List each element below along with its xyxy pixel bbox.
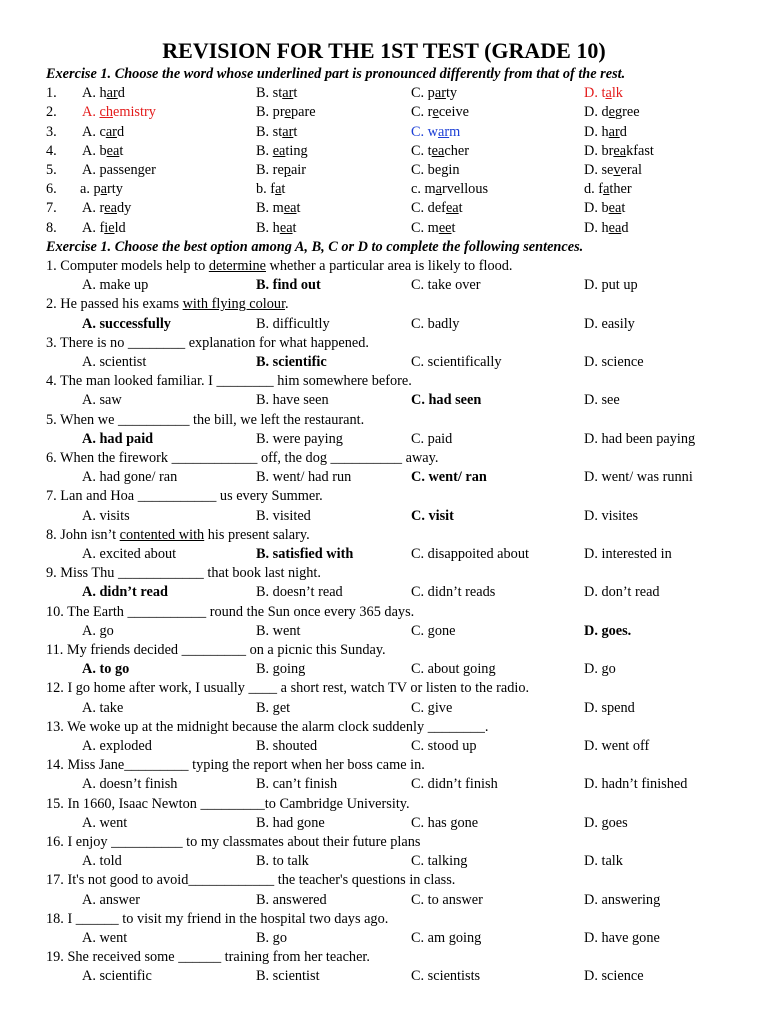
option-a: A. hard: [82, 85, 125, 102]
option-b: B. eating: [256, 142, 308, 159]
question-text: 4. The man looked familiar. I ________ him somewhere before.: [46, 373, 412, 390]
question-options: [0, 967, 768, 986]
option-a: A. went: [82, 930, 128, 946]
question-stem: [0, 334, 768, 353]
option-b: B. went: [256, 622, 301, 639]
option-c: C. meet: [411, 219, 456, 236]
option-c-answer: C. visit: [411, 507, 454, 524]
option-a: A. went: [82, 814, 128, 831]
question-options: [0, 699, 768, 718]
option-d: D. easily: [584, 315, 635, 332]
option-a: A. saw: [82, 392, 122, 409]
option-d: D. see: [584, 392, 620, 409]
pronunciation-item: [0, 142, 768, 161]
option-c: C. receive: [411, 104, 469, 121]
option-a: A. make up: [82, 277, 149, 294]
question-stem: [0, 487, 768, 506]
question-stem: [0, 526, 768, 545]
option-a: A. scientific: [82, 968, 152, 985]
option-a: A. exploded: [82, 738, 152, 754]
item-number: 4.: [46, 142, 57, 159]
question-text: 18. I ______ to visit my friend in the hospital two days ago.: [46, 910, 389, 927]
option-d: D. visites: [584, 507, 639, 524]
pronunciation-item: [0, 161, 768, 180]
option-d: D. go: [584, 661, 616, 678]
option-a: A. ready: [82, 200, 132, 217]
option-c: C. teacher: [411, 142, 469, 159]
option-d: D. put up: [584, 277, 638, 294]
option-b: B. scientist: [256, 968, 320, 985]
option-b: B. start: [256, 123, 298, 140]
option-d: D. science: [584, 354, 644, 370]
option-c: C. paid: [411, 430, 453, 447]
option-b: B. going: [256, 661, 306, 678]
question-options: [0, 775, 768, 794]
pronunciation-item: [0, 103, 768, 122]
option-b: B. repair: [256, 162, 307, 178]
option-d: D. science: [584, 968, 644, 985]
question-stem: [0, 603, 768, 622]
option-b: B. were paying: [256, 430, 343, 447]
option-a-answer: A. successfully: [82, 315, 171, 332]
option-c: c. marvellous: [411, 181, 489, 198]
exercise-heading: [0, 65, 768, 84]
option-d: D. head: [584, 219, 629, 236]
option-a-answer: A. didn’t read: [82, 584, 168, 601]
question-text: 3. There is no ________ explanation for what happened.: [46, 334, 369, 351]
option-c: C. take over: [411, 277, 481, 294]
option-d: d. father: [584, 181, 632, 198]
option-a: A. card: [82, 123, 125, 140]
option-d: D. answering: [584, 891, 661, 908]
option-c: C. scientifically: [411, 354, 502, 370]
option-a: A. passenger: [82, 162, 156, 178]
question-stem: [0, 641, 768, 660]
page-title: REVISION FOR THE 1ST TEST (GRADE 10): [162, 38, 606, 63]
exercise-2-heading: Exercise 1. Choose the best option among A, B, C or D to complete the following sentences.: [46, 238, 584, 255]
option-c: C. about going: [411, 661, 496, 678]
option-d: D. interested in: [584, 546, 672, 562]
option-b: B. have seen: [256, 392, 329, 409]
question-options: [0, 660, 768, 679]
question-text: 11. My friends decided _________ on a picnic this Sunday.: [46, 642, 386, 658]
option-d: D. beat: [584, 200, 626, 217]
option-b: B. heat: [256, 219, 297, 236]
option-a-answer: A. chemistry: [82, 104, 156, 121]
option-b: B. had gone: [256, 814, 325, 831]
option-b: B. prepare: [256, 104, 316, 121]
option-d: D. goes: [584, 814, 628, 831]
option-d: D. have gone: [584, 930, 660, 946]
option-d-answer: D. talk: [584, 85, 623, 102]
question-text: 19. She received some ______ training from her teacher.: [46, 949, 370, 966]
option-c-answer: C. had seen: [411, 392, 482, 409]
option-c: C. has gone: [411, 814, 479, 831]
question-stem: [0, 295, 768, 314]
question-text: 1. Computer models help to determine whether a particular area is likely to flood.: [46, 258, 513, 274]
option-c: C. didn’t finish: [411, 776, 498, 793]
option-b: B. went/ had run: [256, 469, 352, 486]
question-text: 17. It's not good to avoid____________ the teacher's questions in class.: [46, 872, 456, 889]
question-stem: [0, 411, 768, 430]
option-b: B. get: [256, 699, 291, 716]
question-stem: [0, 910, 768, 929]
question-options: [0, 622, 768, 641]
option-b-answer: B. find out: [256, 277, 321, 294]
option-c: C. party: [411, 85, 458, 102]
question-options: [0, 353, 768, 372]
pronunciation-item: [0, 123, 768, 142]
question-options: [0, 276, 768, 295]
item-number: 2.: [46, 104, 57, 121]
option-c-answer: C. warm: [411, 123, 461, 140]
item-number: 1.: [46, 85, 57, 102]
option-a-answer: A. had paid: [82, 430, 154, 447]
question-text: 13. We woke up at the midnight because the alarm clock suddenly ________.: [46, 718, 489, 735]
option-a: A. had gone/ ran: [82, 469, 178, 486]
question-stem: [0, 795, 768, 814]
question-options: [0, 814, 768, 833]
option-a: A. field: [82, 219, 126, 236]
question-text: 15. In 1660, Isaac Newton _________to Cambridge University.: [46, 795, 410, 812]
question-text: 8. John isn’t contented with his present salary.: [46, 526, 310, 543]
option-c: C. didn’t reads: [411, 584, 496, 601]
option-a: A. answer: [82, 891, 140, 908]
question-text: 7. Lan and Hoa ___________ us every Summer.: [46, 488, 323, 505]
option-b: B. difficultly: [256, 315, 330, 332]
option-b: B. shouted: [256, 738, 318, 754]
option-a: A. beat: [82, 142, 124, 159]
option-c: C. am going: [411, 930, 482, 946]
pronunciation-item: [0, 84, 768, 103]
exercise-1-heading: Exercise 1. Choose the word whose underlined part is pronounced differently from that of the rest.: [46, 66, 626, 82]
option-c: C. disappoited about: [411, 546, 529, 562]
question-stem: [0, 756, 768, 775]
question-text: 9. Miss Thu ____________ that book last night.: [46, 565, 321, 582]
question-text: 16. I enjoy __________ to my classmates about their future plans: [46, 834, 421, 850]
pronunciation-item: [0, 219, 768, 238]
question-text: 14. Miss Jane_________ typing the report when her boss came in.: [46, 757, 425, 774]
question-text: 5. When we __________ the bill, we left the restaurant.: [46, 411, 365, 428]
option-b-answer: B. satisfied with: [256, 546, 354, 562]
option-a: A. go: [82, 622, 114, 639]
option-c: C. to answer: [411, 891, 483, 908]
question-options: [0, 737, 768, 756]
option-b: B. visited: [256, 507, 311, 524]
question-stem: [0, 833, 768, 852]
option-c: C. begin: [411, 162, 460, 178]
option-b: B. to talk: [256, 853, 309, 870]
option-c: C. scientists: [411, 968, 481, 985]
option-b: B. can’t finish: [256, 776, 338, 793]
question-stem: [0, 372, 768, 391]
option-a-answer: A. to go: [82, 661, 130, 678]
question-options: [0, 468, 768, 487]
option-b: b. fat: [256, 181, 286, 198]
question-options: [0, 852, 768, 871]
question-text: 6. When the firework ____________ off, the dog __________ away.: [46, 450, 439, 466]
option-d: D. breakfast: [584, 142, 654, 159]
option-d: D. had been paying: [584, 430, 696, 447]
question-stem: [0, 948, 768, 967]
option-d: D. degree: [584, 104, 640, 121]
item-number: 3.: [46, 123, 57, 140]
option-d: D. hadn’t finished: [584, 776, 688, 793]
question-stem: [0, 257, 768, 276]
question-options: [0, 545, 768, 564]
question-options: [0, 315, 768, 334]
question-stem: [0, 679, 768, 698]
option-a: A. visits: [82, 507, 130, 524]
item-number: 6.: [46, 181, 57, 198]
pronunciation-item: [0, 180, 768, 199]
question-stem: [0, 718, 768, 737]
option-b: B. go: [256, 930, 287, 946]
question-stem: [0, 449, 768, 468]
option-c: C. badly: [411, 315, 460, 332]
pronunciation-item: [0, 199, 768, 218]
question-options: [0, 891, 768, 910]
item-number: 7.: [46, 200, 57, 217]
option-c: C. stood up: [411, 738, 477, 754]
option-c: C. talking: [411, 853, 468, 870]
question-options: [0, 430, 768, 449]
question-options: [0, 583, 768, 602]
question-options: [0, 507, 768, 526]
item-number: 5.: [46, 162, 57, 178]
option-d: D. hard: [584, 123, 627, 140]
option-c: C. give: [411, 699, 453, 716]
option-d: D. spend: [584, 699, 635, 716]
option-d: D. don’t read: [584, 584, 660, 601]
option-a: A. take: [82, 699, 124, 716]
option-b: B. answered: [256, 891, 327, 908]
option-d-answer: D. goes.: [584, 622, 632, 639]
option-d: D. went/ was runni: [584, 469, 693, 486]
option-c: C. gone: [411, 622, 456, 639]
option-b: B. doesn’t read: [256, 584, 343, 601]
question-options: [0, 929, 768, 948]
option-c-answer: C. went/ ran: [411, 469, 487, 486]
exercise-heading: [0, 238, 768, 257]
item-number: 8.: [46, 219, 57, 236]
option-d: D. went off: [584, 738, 650, 754]
question-stem: [0, 871, 768, 890]
option-a: A. told: [82, 853, 122, 870]
option-d: D. several: [584, 162, 642, 178]
question-options: [0, 391, 768, 410]
option-b: B. meat: [256, 200, 301, 217]
option-b: B. start: [256, 85, 298, 102]
option-a: A. scientist: [82, 354, 147, 370]
question-text: 10. The Earth ___________ round the Sun once every 365 days.: [46, 603, 415, 620]
option-b-answer: B. scientific: [256, 354, 327, 370]
option-a: A. excited about: [82, 546, 177, 562]
question-text: 12. I go home after work, I usually ____ a short rest, watch TV or listen to the radio.: [46, 680, 530, 697]
option-a: a. party: [80, 181, 123, 198]
question-stem: [0, 564, 768, 583]
option-c: C. defeat: [411, 200, 463, 217]
option-a: A. doesn’t finish: [82, 776, 178, 793]
option-d: D. talk: [584, 853, 623, 870]
question-text: 2. He passed his exams with flying colour.: [46, 296, 289, 313]
